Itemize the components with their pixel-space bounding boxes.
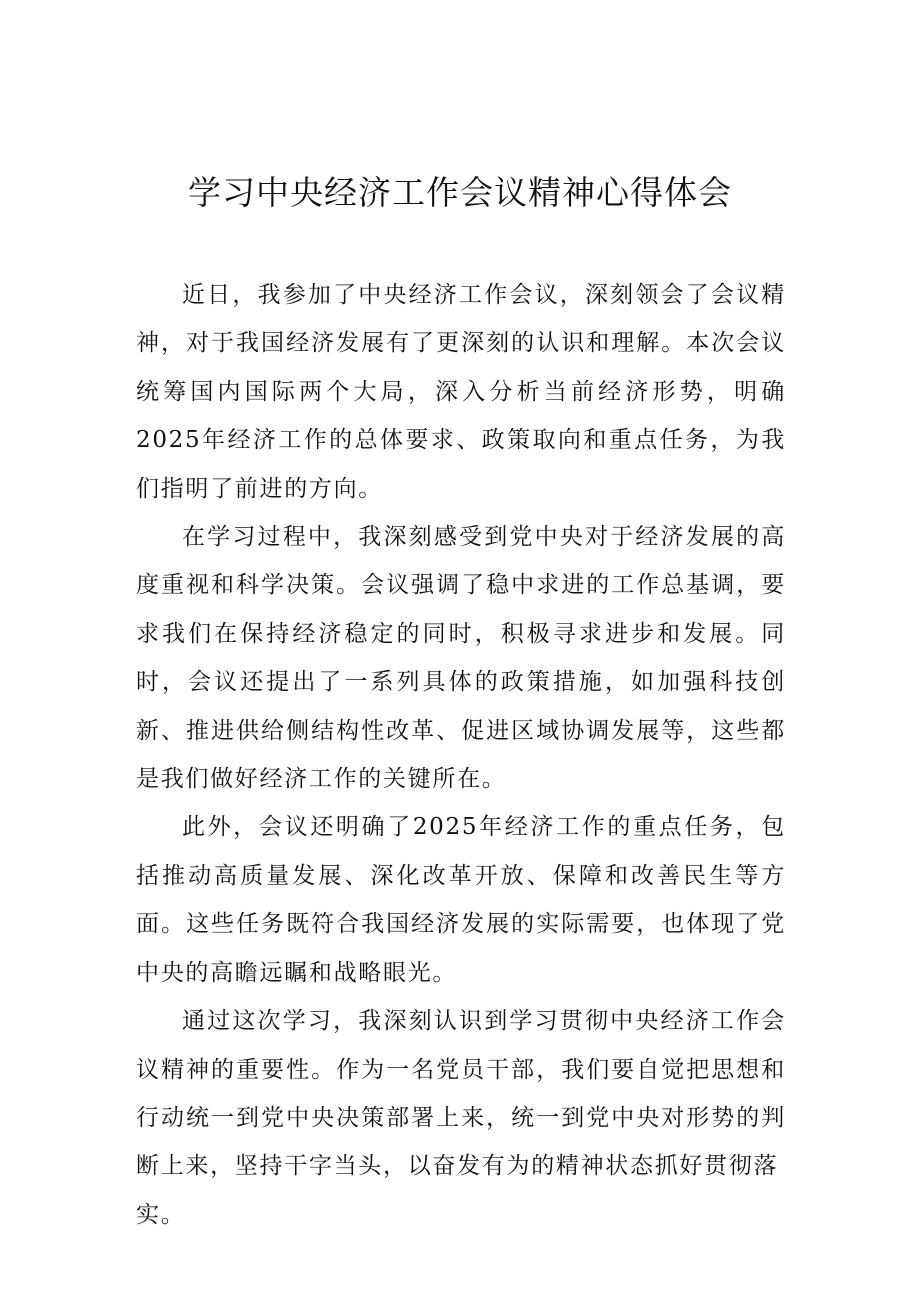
document-title: 学习中央经济工作会议精神心得体会 (188, 173, 732, 212)
paragraph-2: 在学习过程中，我深刻感受到党中央对于经济发展的高度重视和科学决策。会议强调了稳中求进的工作总基调，要求我们在保持经济稳定的同时，积极寻求进步和发展。同时，会议还提出了一系列具体的政策措施，如加强科技创新、推进供给侧结构性改革、促进区域协调发展等，这些都是我们做好经济工作的关键所在。 (136, 524, 786, 793)
paragraph-3: 此外，会议还明确了2025年经济工作的重点任务，包括推动高质量发展、深化改革开放、保障和改善民生等方面。这些任务既符合我国经济发展的实际需要，也体现了党中央的高瞻远瞩和战略眼光。 (136, 814, 786, 986)
paragraph-4: 通过这次学习，我深刻认识到学习贯彻中央经济工作会议精神的重要性。作为一名党员干部，我们要自觉把思想和行动统一到党中央决策部署上来，统一到党中央对形势的判断上来，坚持干字当头，以奋发有为的精神状态抓好贯彻落 (136, 1008, 786, 1180)
paragraph-1: 近日，我参加了中央经济工作会议，深刻领会了会议精神，对于我国经济发展有了更深刻的认识和理解。本次会议统筹国内国际两个大局，深入分析当前经济形势，明确2025年经济工作的总体要求、政策取向和重点任务，为我们指明了前进的方向。 (136, 282, 786, 502)
paragraph-4-tail: 实。 (136, 1201, 186, 1228)
document-body (136, 271, 786, 1239)
